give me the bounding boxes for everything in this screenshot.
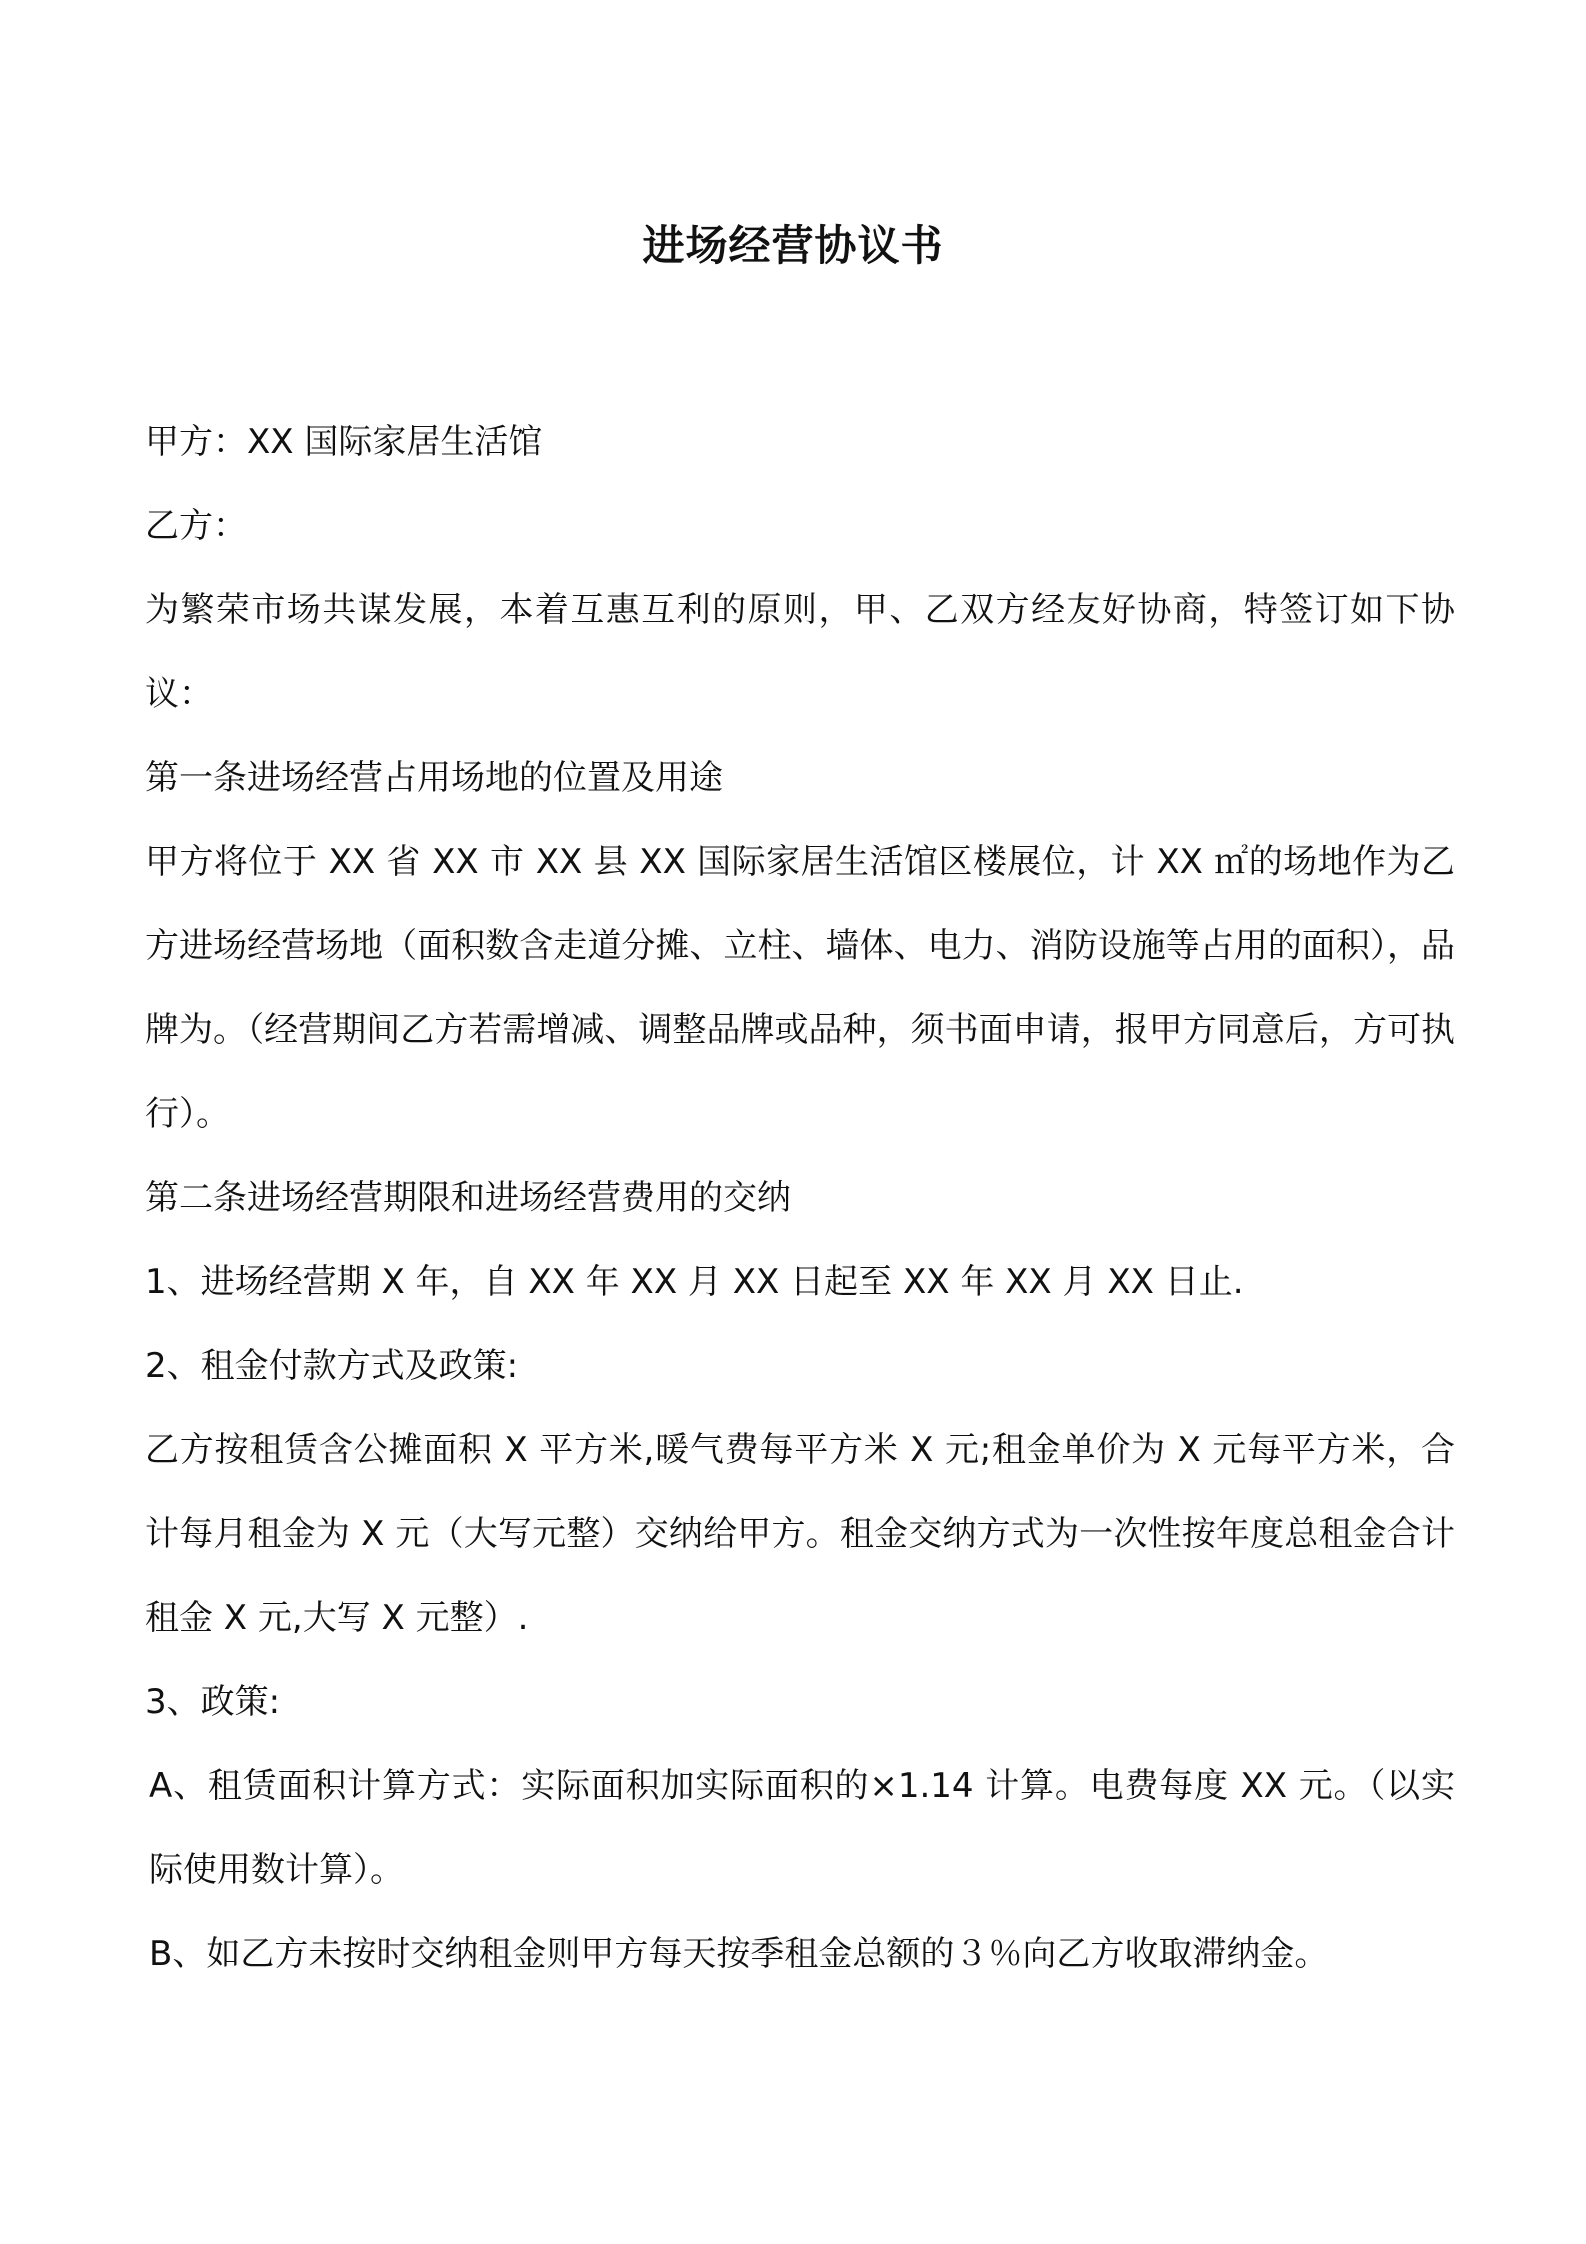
article-2-item-1: 1、进场经营期 X 年，自 XX 年 XX 月 XX 日起至 XX 年 XX 月 XX 日止. (145, 1262, 1244, 1302)
preamble-paragraph: 为繁荣市场共谋发展，本着互惠互利的原则，甲、乙双方经友好协商，特签订如下协议： (145, 590, 1455, 714)
document-body (145, 400, 1455, 1996)
article-2-item-3: 3、政策: (145, 1682, 281, 1722)
policy-a: A、租赁面积计算方式：实际面积加实际面积的×1.14 计算。电费每度 XX 元。（以实际使用数计算）。 (149, 1766, 1455, 1890)
article-2-item-2: 2、租金付款方式及政策: (145, 1346, 519, 1386)
article-2-item-2-body: 乙方按租赁含公摊面积 X 平方米,暖气费每平方米 X 元;租金单价为 X 元每平方米，合计每月租金为 X 元（大写元整）交纳给甲方。租金交纳方式为一次性按年度总租金合计租金 X 元,大写 X 元整）. (145, 1430, 1455, 1638)
article-2-heading: 第二条进场经营期限和进场经营费用的交纳 (145, 1178, 791, 1218)
party-b-line: 乙方： (145, 506, 247, 546)
article-1-body: 甲方将位于 XX 省 XX 市 XX 县 XX 国际家居生活馆区楼展位，计 XX ㎡的场地作为乙方进场经营场地（面积数含走道分摊、立柱、墙体、电力、消防设施等占用的面积），品牌为。（经营期间乙方若需增减、调整品牌或品种，须书面申请，报甲方同意后，方可执行）。 (145, 842, 1455, 1134)
policy-b: B、如乙方未按时交纳租金则甲方每天按季租金总额的３％向乙方收取滞纳金。 (149, 1934, 1329, 1974)
party-a-line: 甲方：XX 国际家居生活馆 (145, 422, 543, 462)
document-title: 进场经营协议书 (642, 221, 944, 270)
article-1-heading: 第一条进场经营占用场地的位置及用途 (145, 758, 723, 798)
